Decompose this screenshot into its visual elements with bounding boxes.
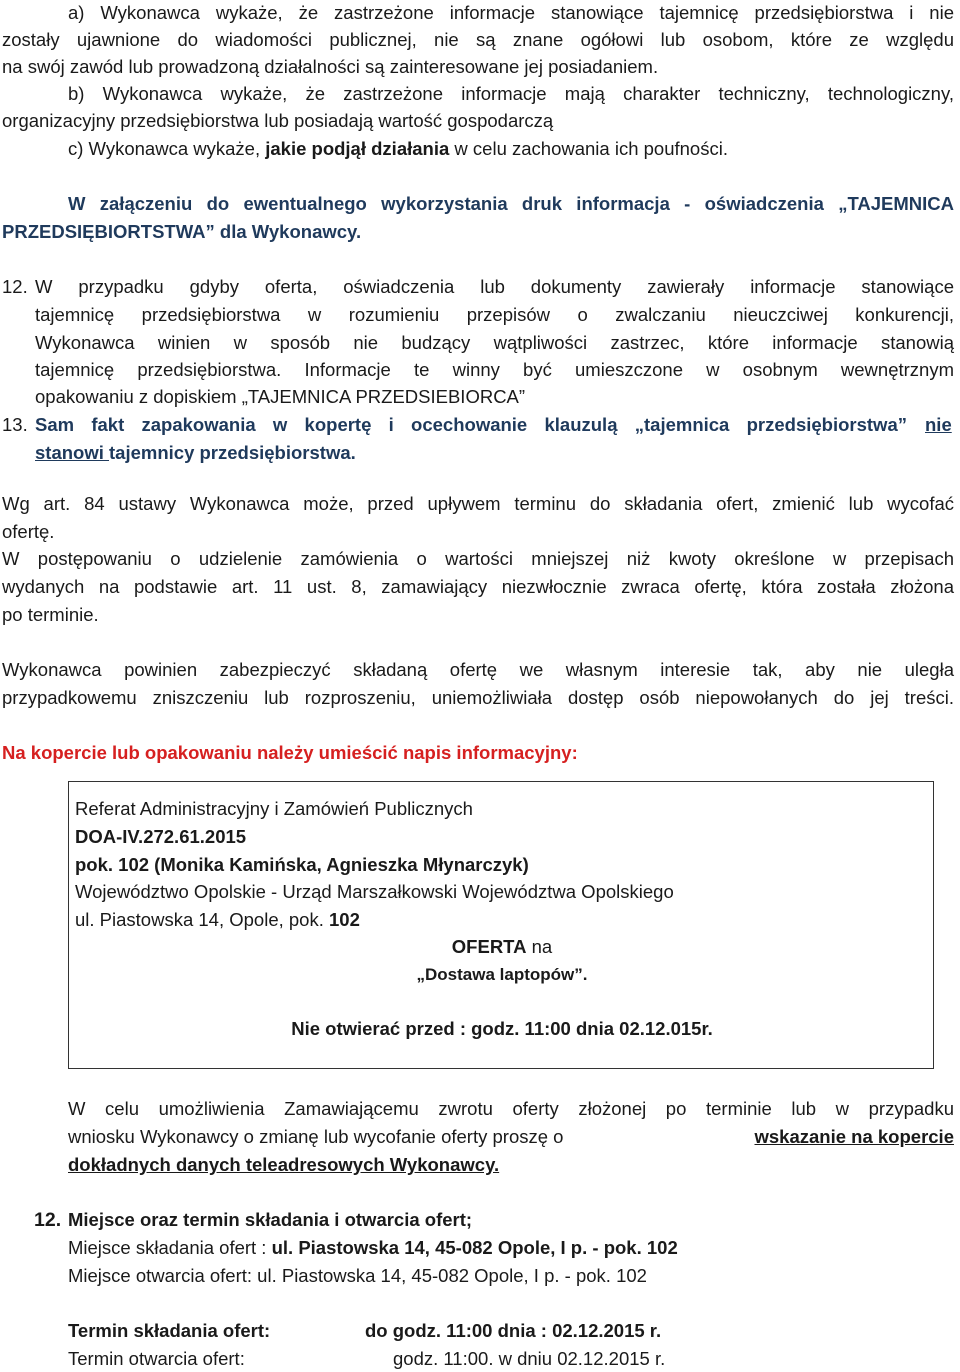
envelope-line-2: DOA-IV.272.61.2015: [75, 826, 247, 847]
envelope-line-1: Referat Administracyjny i Zamówień Publicznych: [75, 798, 473, 819]
open-place: Miejsce otwarcia ofert: ul. Piastowska 14, 45-082 Opole, I p. - pok. 102: [68, 1265, 647, 1286]
para-a-line-1: a) Wykonawca wykaże, że zastrzeżone informacje stanowiące tajemnicę przedsiębiorstwa i nie: [68, 2, 954, 23]
submit-place-label: Miejsce składania ofert :: [68, 1237, 272, 1258]
item-12-line-3: Wykonawca winien w sposób nie budzący wątpliwości zastrzec, które informacje stanowią: [35, 332, 954, 353]
para-c-bold: jakie podjął działania: [265, 138, 450, 159]
envelope-offer-bold: OFERTA: [451, 936, 527, 957]
envelope-line-3: pok. 102 (Monika Kamińska, Agnieszka Młynarczyk): [75, 854, 529, 875]
envelope-do-not-open: Nie otwierać przed : godz. 11:00 dnia 02.12.015r.: [291, 1018, 713, 1039]
section-12-title: Miejsce oraz termin składania i otwarcia ofert;: [68, 1209, 473, 1230]
art84-line-2: ofertę.: [2, 521, 55, 542]
para-a-line-3: na swój zawód lub prowadzoną działalności są zainteresowane jej posiadaniem.: [2, 56, 659, 77]
para-b-line-2: organizacyjny przedsiębiorstwa lub posiadają wartość gospodarczą: [2, 110, 554, 131]
item-13-line-1: Sam fakt zapakowania w kopertę i ocechowanie klauzulą „tajemnica przedsiębiorstwa”: [35, 414, 907, 435]
art84-line-3: W postępowaniu o udzielenie zamówienia o wartości mniejszej niż kwoty określone w przepisach: [2, 548, 954, 569]
art84-line-1: Wg art. 84 ustawy Wykonawca może, przed upływem terminu do składania ofert, zmienić lub wycofać: [2, 493, 954, 514]
submit-deadline-label: Termin składania ofert:: [68, 1320, 271, 1341]
envelope-room: 102: [329, 909, 360, 930]
envelope-label-box: [68, 781, 934, 1069]
opening-time-label: Termin otwarcia ofert:: [68, 1348, 245, 1369]
envelope-offer: [69, 934, 935, 960]
envelope-offer-na: na: [526, 936, 553, 957]
protect-line-2: przypadkowemu zniszczeniu lub rozproszeniu, uniemożliwiała dostęp osób niepowołanych do jej treści.: [2, 687, 954, 708]
envelope-line-4: Województwo Opolskie - Urząd Marszałkowski Województwa Opolskiego: [75, 881, 674, 902]
submit-place: [68, 1235, 678, 1261]
art84-line-4: wydanych na podstawie art. 11 ust. 8, zamawiający niezwłocznie zwraca ofertę, która została złożona: [2, 576, 954, 597]
return-note-line-1: W celu umożliwienia Zamawiającemu zwrotu oferty złożonej po terminie lub w przypadku: [68, 1098, 954, 1119]
return-note-line-3: dokładnych danych teleadresowych Wykonawcy.: [68, 1154, 500, 1175]
item-13-line-1-underlined: nie: [925, 414, 952, 435]
item-13-line-2: [35, 440, 356, 466]
red-heading: Na kopercie lub opakowaniu należy umieścić napis informacyjny:: [2, 742, 578, 763]
submit-place-value: ul. Piastowska 14, 45-082 Opole, I p. - pok. 102: [271, 1237, 678, 1258]
submit-deadline-value: do godz. 11:00 dnia : 02.12.2015 r.: [365, 1320, 662, 1341]
attachment-note-line-1: W załączeniu do ewentualnego wykorzystania druk informacja - oświadczenia „TAJEMNICA: [68, 193, 954, 214]
para-b-line-1: b) Wykonawca wykaże, że zastrzeżone informacje mają charakter techniczny, technologiczny,: [68, 83, 954, 104]
opening-time-value: godz. 11:00. w dniu 02.12.2015 r.: [393, 1348, 666, 1369]
item-13-number: 13.: [2, 414, 28, 435]
art84-line-5: po terminie.: [2, 604, 99, 625]
item-13-rest: tajemnicy przedsiębiorstwa.: [109, 442, 356, 463]
section-12-number: 12.: [34, 1209, 62, 1231]
item-12-number: 12.: [2, 276, 28, 297]
item-13-underlined: stanowi: [35, 442, 110, 463]
item-12-line-2: tajemnicę przedsiębiorstwa w rozumieniu przepisów o zwalczaniu nieuczciwej konkurencji,: [35, 304, 954, 325]
para-c-post: w celu zachowania ich poufności.: [449, 138, 728, 159]
para-a-line-2: zostały ujawnione do wiadomości publicznej, nie są znane ogółowi lub osobom, które ze względu: [2, 29, 954, 50]
envelope-line-5: [75, 907, 360, 933]
para-c: [68, 136, 728, 162]
para-c-pre: c) Wykonawca wykaże,: [68, 138, 266, 159]
return-note-line-2: [68, 1124, 954, 1150]
return-note-line-2-text: wniosku Wykonawcy o zmianę lub wycofanie oferty proszę o: [68, 1126, 564, 1147]
envelope-subject: „Dostawa laptopów”.: [416, 965, 588, 984]
protect-line-1: Wykonawca powinien zabezpieczyć składaną ofertę we własnym interesie tak, aby nie uległa: [2, 659, 954, 680]
attachment-note-line-2: PRZEDSIĘBIORTSTWA” dla Wykonawcy.: [2, 221, 362, 242]
item-12-line-5: opakowaniu z dopiskiem „TAJEMNICA PRZEDSIEBIORCA”: [35, 386, 526, 407]
item-12-line-4: tajemnicę przedsiębiorstwa. Informacje te winny być umieszczone w osobnym wewnętrznym: [35, 359, 954, 380]
item-12-line-1: W przypadku gdyby oferta, oświadczenia lub dokumenty zawierały informacje stanowiące: [35, 276, 954, 297]
envelope-address: ul. Piastowska 14, Opole, pok.: [75, 909, 329, 930]
return-note-line-2-emph: wskazanie na kopercie: [754, 1126, 954, 1147]
